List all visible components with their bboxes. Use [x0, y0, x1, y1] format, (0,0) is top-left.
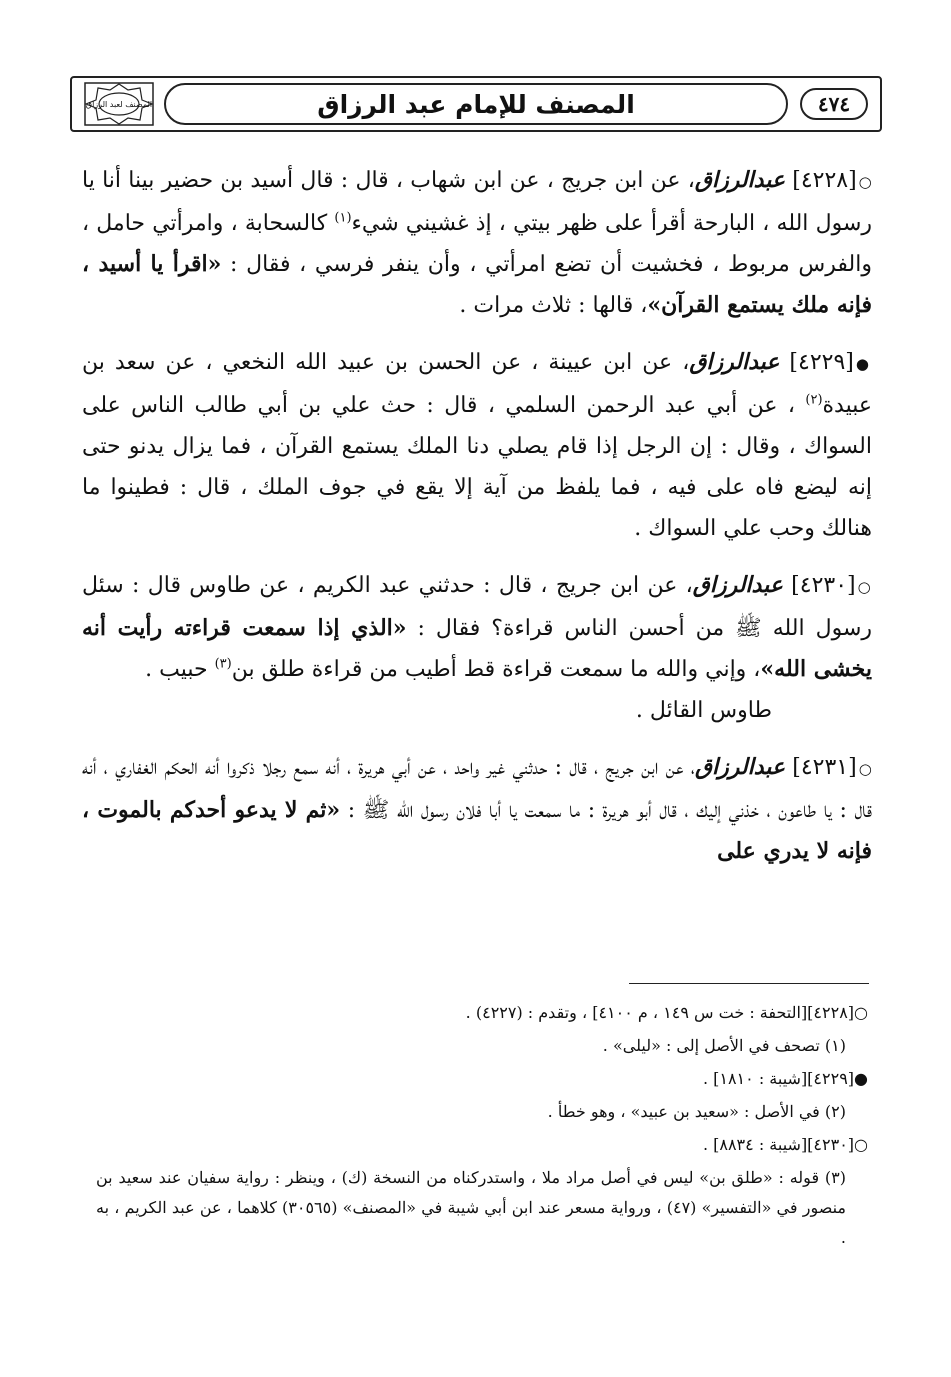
- footnote-ref: (٣): [214, 656, 232, 672]
- title-cartouche: [164, 83, 788, 125]
- hadith-marker: ○: [858, 173, 873, 191]
- footnote-line: ○[٤٢٢٨][التحفة : خت س ١٤٩ ، م ٤١٠٠] ، وتقدم : (٤٢٢٧) .: [465, 1003, 868, 1022]
- prophetic-quote: «اقرأ يا أسيد ، فإنه ملك يستمع القرآن»: [82, 251, 872, 318]
- hadith-marker: ○: [858, 760, 872, 778]
- prophetic-quote: «الذي إذا سمعت قراءته رأيت أنه يخشى الله»: [82, 615, 872, 682]
- hadith-text: ، قالها : ثلاث مرات .: [459, 293, 648, 318]
- page-number: ٤٧٤: [800, 88, 868, 120]
- hadith-marker: ●: [855, 355, 872, 373]
- hadith-text: ، وإني والله ما سمعت قراءة قط أطيب من قراءة طلق بن: [231, 657, 761, 682]
- hadith-text: حبيب .: [145, 657, 208, 682]
- source-name: عبدالرزاق: [694, 754, 786, 780]
- main-text: [82, 160, 872, 888]
- running-header: [70, 76, 882, 132]
- footnote-line: (٣) قوله : «طلق بن» ليس في أصل مراد ملا ، واستدركناه من النسخة (ك) ، وينظر : رواية سفيان عند سعيد بن منصور في «التفسير» (٤٧) ، ورواية مسعر عند ابن أبي شيبة في «المصنف» (٣٠٥٦٥) كلاهما ، عن عبد الكريم ، به .: [96, 1168, 846, 1247]
- seal-text: المصنف لعبد الرزاق: [85, 100, 153, 109]
- hadith-text: ، عن ابن عيينة ، عن الحسن بن عبيد الله النخعي ، عن سعد بن عبيدة: [82, 350, 872, 418]
- footnote-divider: [629, 983, 869, 984]
- source-name: عبدالرزاق: [689, 349, 780, 375]
- hadith-number: [٤٢٢٩]: [789, 350, 854, 375]
- hadith-text: كالسحابة ، وامرأتي حامل ، والفرس مربوط ، فخشيت أن تضع امرأتي ، وأن ينفر فرسي ، فقال :: [82, 211, 872, 277]
- ornamental-seal-icon: [84, 82, 154, 126]
- footnote-line: (٢) في الأصل : «سعيد بن عبيد» ، وهو خطأ .: [547, 1102, 846, 1121]
- footnotes: [96, 998, 868, 1256]
- footnote-ref: (٢): [805, 392, 823, 408]
- hadith-4230: [82, 565, 872, 731]
- footnote-line: (١) تصحف في الأصل إلى : «ليلى» .: [602, 1036, 846, 1055]
- hadith-marker: ○: [857, 578, 873, 596]
- footnote-ref: (١): [334, 210, 352, 226]
- hadith-text: ، عن ابن جريج ، قال : حدثني غير واحد ، عن أبي هريرة ، أنه سمع رجلا ذكروا أنه الحكم الغفاري ، أنه قال : يا طاعون ، خذني إليك ، قال أبو هريرة : ما سمعت يا أبا فلان رسول الله ﷺ :: [82, 755, 872, 823]
- book-title: المصنف للإمام عبد الرزاق: [317, 89, 635, 119]
- hadith-text: ، عن ابن جريج ، عن ابن شهاب ، قال : قال أسيد بن حضير بينا أنا يا رسول الله ، البارحة أقرأ على ظهر بيتي ، إذ غشيني شيء: [82, 168, 872, 236]
- source-name: عبدالرزاق: [694, 167, 785, 193]
- hadith-text: ، عن أبي عبد الرحمن السلمي ، قال : حث علي بن أبي طالب الناس على السواك ، وقال : إن الرجل إذا قام يصلي دنا الملك يستمع القرآن ، فما يزال يدنو حتى إنه ليضع فاه على فيه ، فما يلفظ من آية إلا يقع في جوف الملك ، قال : فطينوا ما هنالك وحب علي السواك .: [82, 393, 872, 541]
- hadith-number: [٤٢٣٠]: [791, 573, 856, 598]
- footnote-line: ○[٤٢٣٠][شيبة : ٨٨٣٤] .: [702, 1135, 868, 1154]
- hadith-number: [٤٢٢٨]: [792, 168, 857, 193]
- prophetic-quote: «ثم لا يدعو أحدكم بالموت ، فإنه لا يدري على: [82, 797, 872, 864]
- narrator-remark: طاوس القائل .: [635, 698, 772, 723]
- hadith-text: ، عن ابن جريج ، قال : حدثني عبد الكريم ، عن طاوس قال : سئل رسول الله ﷺ من أحسن الناس قراءة؟ فقال :: [82, 573, 873, 641]
- hadith-4228: [82, 160, 872, 326]
- hadith-number: [٤٢٣١]: [792, 755, 857, 780]
- hadith-4231: [82, 747, 872, 872]
- footnote-line: ●[٤٢٢٩][شيبة : ١٨١٠] .: [702, 1069, 868, 1088]
- hadith-4229: [82, 342, 872, 549]
- source-name: عبدالرزاق: [692, 572, 783, 598]
